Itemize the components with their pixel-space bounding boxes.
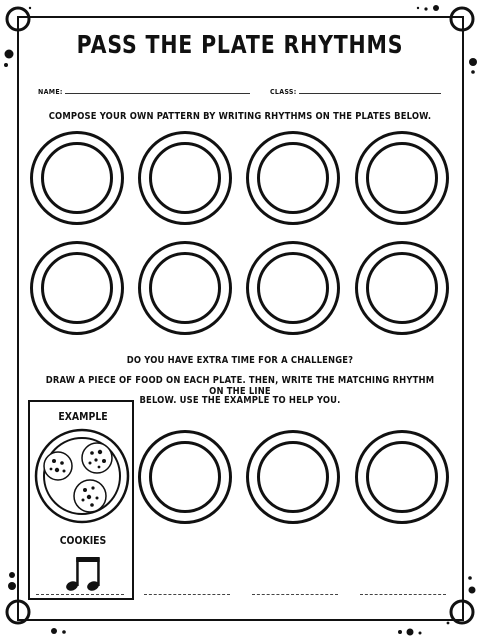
plate[interactable] — [355, 131, 449, 225]
answer-line[interactable] — [252, 594, 338, 595]
plate[interactable] — [355, 241, 449, 335]
cookie-icon — [82, 443, 112, 473]
name-line[interactable] — [65, 89, 250, 94]
instruction-text: COMPOSE YOUR OWN PATTERN BY WRITING RHYTHMS ON THE PLATES BELOW. — [48, 111, 432, 122]
class-field[interactable] — [270, 88, 441, 96]
plate[interactable] — [138, 241, 232, 335]
challenge-question: DO YOU HAVE EXTRA TIME FOR A CHALLENGE? — [126, 355, 354, 366]
plate[interactable] — [246, 430, 340, 524]
answer-line[interactable] — [360, 594, 446, 595]
example-heading: EXAMPLE — [58, 410, 108, 423]
plate[interactable] — [246, 131, 340, 225]
name-field[interactable] — [38, 88, 250, 96]
plate[interactable] — [246, 241, 340, 335]
answer-line[interactable] — [36, 594, 124, 595]
answer-line[interactable] — [144, 594, 230, 595]
class-label: CLASS: — [270, 88, 297, 96]
cookie-icon — [74, 480, 106, 512]
class-line[interactable] — [299, 89, 441, 94]
cookie-icon — [44, 452, 72, 480]
plate[interactable] — [30, 241, 124, 335]
challenge-line-3: BELOW. USE THE EXAMPLE TO HELP YOU. — [139, 395, 341, 406]
plate[interactable] — [138, 430, 232, 524]
plate[interactable] — [138, 131, 232, 225]
name-label: NAME: — [38, 88, 63, 96]
cookie-plate-icon — [30, 428, 136, 528]
example-box — [28, 400, 134, 600]
plate[interactable] — [30, 131, 124, 225]
example-food-word: COOKIES — [59, 534, 107, 547]
eighth-note-pair-icon — [63, 554, 103, 594]
page-title: PASS THE PLATE RHYTHMS — [76, 30, 404, 59]
challenge-line-2: DRAW A PIECE OF FOOD ON EACH PLATE. THEN, WRITE THE MATCHING RHYTHM ON THE LINE — [45, 375, 435, 397]
plate[interactable] — [355, 430, 449, 524]
